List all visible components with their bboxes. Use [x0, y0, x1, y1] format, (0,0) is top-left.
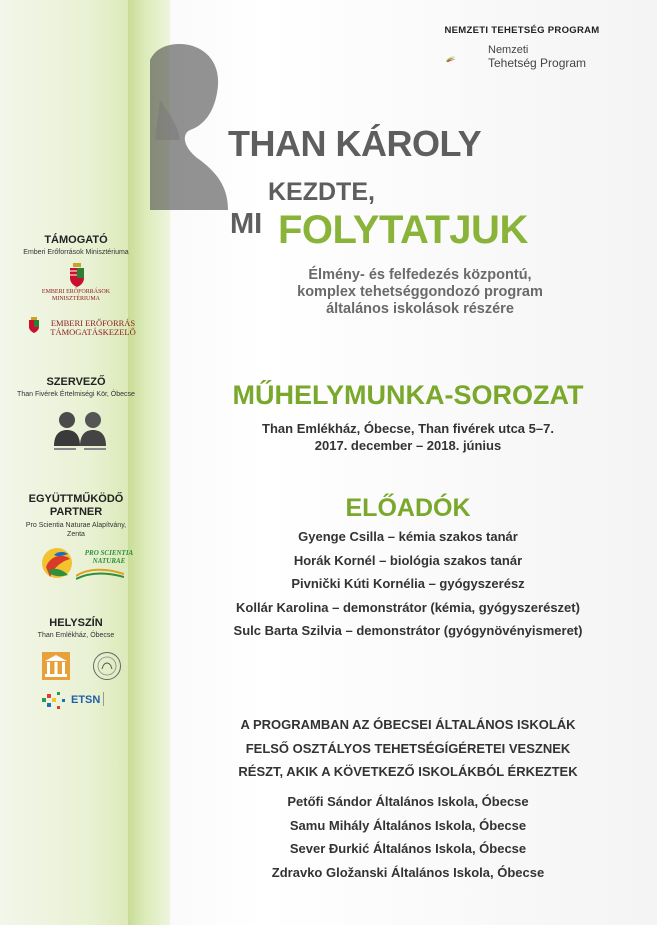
- lecturer-item: Pivnički Kúti Kornélia – gyógyszerész: [291, 576, 525, 591]
- columns-building-icon: [42, 652, 70, 680]
- partner-title-1: EGYÜTTMŰKÖDŐ: [28, 493, 124, 505]
- portrait-icon: [150, 40, 230, 210]
- series-venue: Than Emlékház, Óbecse, Than fivérek utca 5–7.: [262, 421, 554, 436]
- series-dates: 2017. december – 2018. június: [314, 438, 502, 453]
- partner-title-2: PARTNER: [49, 506, 103, 518]
- etsn-logo-divider: [103, 692, 124, 706]
- plant-logo-icon: [40, 545, 74, 581]
- series-title: MŰHELYMUNKA-SOROZAT: [232, 380, 584, 410]
- title-line3b: FOLYTATJUK: [278, 208, 528, 252]
- subtitle-line: általános iskolások részére: [326, 301, 514, 317]
- emet-logo-line2: TÁMOGATÁSKEZELŐ: [50, 327, 136, 337]
- school-item: Samu Mihály Általános Iskola, Óbecse: [289, 817, 527, 833]
- partner-name-1: Pro Scientia Naturae Alapítvány,: [25, 522, 127, 529]
- venue-name: Than Emlékház, Óbecse: [37, 632, 115, 639]
- plant-logo-icon: [76, 566, 124, 580]
- partner-name-2: Zenta: [67, 531, 85, 538]
- ministry-logo-line2: MINISZTÉRIUMA: [52, 296, 100, 302]
- psn-logo-line1: PRO SCIENTIA: [84, 549, 134, 557]
- lecturers-title: ELŐADÓK: [345, 494, 471, 522]
- schools-list: [180, 790, 636, 884]
- lecturer-item: Horák Kornél – biológia szakos tanár: [293, 552, 523, 568]
- ntp-logo-icon: [446, 44, 486, 74]
- portrait-icon: [50, 406, 110, 454]
- organizer-name: Than Fivérek Értelmiségi Kör, Óbecse: [17, 391, 135, 398]
- etsn-logo: ETSN: [71, 694, 101, 706]
- series-venue-block: [190, 420, 626, 454]
- lecturer-item: Kollár Karolina – demonstrátor (kémia, gyógyszerészet): [236, 599, 580, 615]
- subtitle-line: Élmény- és felfedezés központú,: [308, 267, 532, 283]
- hungarian-coat-of-arms-icon: [68, 263, 86, 287]
- emet-logo-line1: EMBERI ERŐFORRÁS: [50, 318, 136, 328]
- school-item: Petőfi Sándor Általános Iskola, Óbecse: [287, 794, 529, 809]
- ntp-logo-line1: Nemzeti: [488, 44, 529, 56]
- subtitle: [230, 267, 610, 318]
- pixel-logo-icon: [40, 690, 70, 712]
- subtitle-line: komplex tehetséggondozó program: [297, 284, 543, 300]
- title-line1: THAN KÁROLY: [228, 123, 482, 164]
- seal-icon: [92, 651, 122, 681]
- organizer-title: SZERVEZŐ: [46, 376, 106, 388]
- program-name: NEMZETI TEHETSÉG PROGRAM: [444, 25, 600, 36]
- title-line2: KEZDTE,: [268, 178, 375, 206]
- school-item: Zdravko Gložanski Általános Iskola, Óbecse: [271, 864, 545, 880]
- ministry-logo-line1: EMBERI ERŐFORRÁSOK: [41, 289, 111, 295]
- psn-logo-line2: NATURAE: [92, 557, 126, 565]
- program-text: [180, 713, 636, 784]
- lecturer-item: Gyenge Csilla – kémia szakos tanár: [298, 529, 518, 544]
- program-line: A PROGRAMBAN AZ ÓBECSEI ÁLTALÁNOS ISKOLÁK: [240, 717, 576, 732]
- venue-title: HELYSZÍN: [49, 617, 103, 629]
- program-line: RÉSZT, AKIK A KÖVETKEZŐ ISKOLÁKBÓL ÉRKEZTEK: [238, 764, 578, 779]
- supporter-title: TÁMOGATÓ: [44, 234, 108, 246]
- school-item: Sever Đurkić Általános Iskola, Óbecse: [289, 841, 527, 856]
- lecturers-list: [180, 525, 636, 643]
- program-line: FELSŐ OSZTÁLYOS TEHETSÉGÍGÉRETEI VESZNEK: [245, 740, 571, 756]
- lecturer-item: Sulc Barta Szilvia – demonstrátor (gyógynövényismeret): [233, 623, 583, 638]
- supporter-name: Emberi Erőforrások Minisztériuma: [23, 249, 129, 256]
- ntp-logo-line2: Tehetség Program: [488, 56, 587, 70]
- title-line3a: MI: [230, 208, 263, 240]
